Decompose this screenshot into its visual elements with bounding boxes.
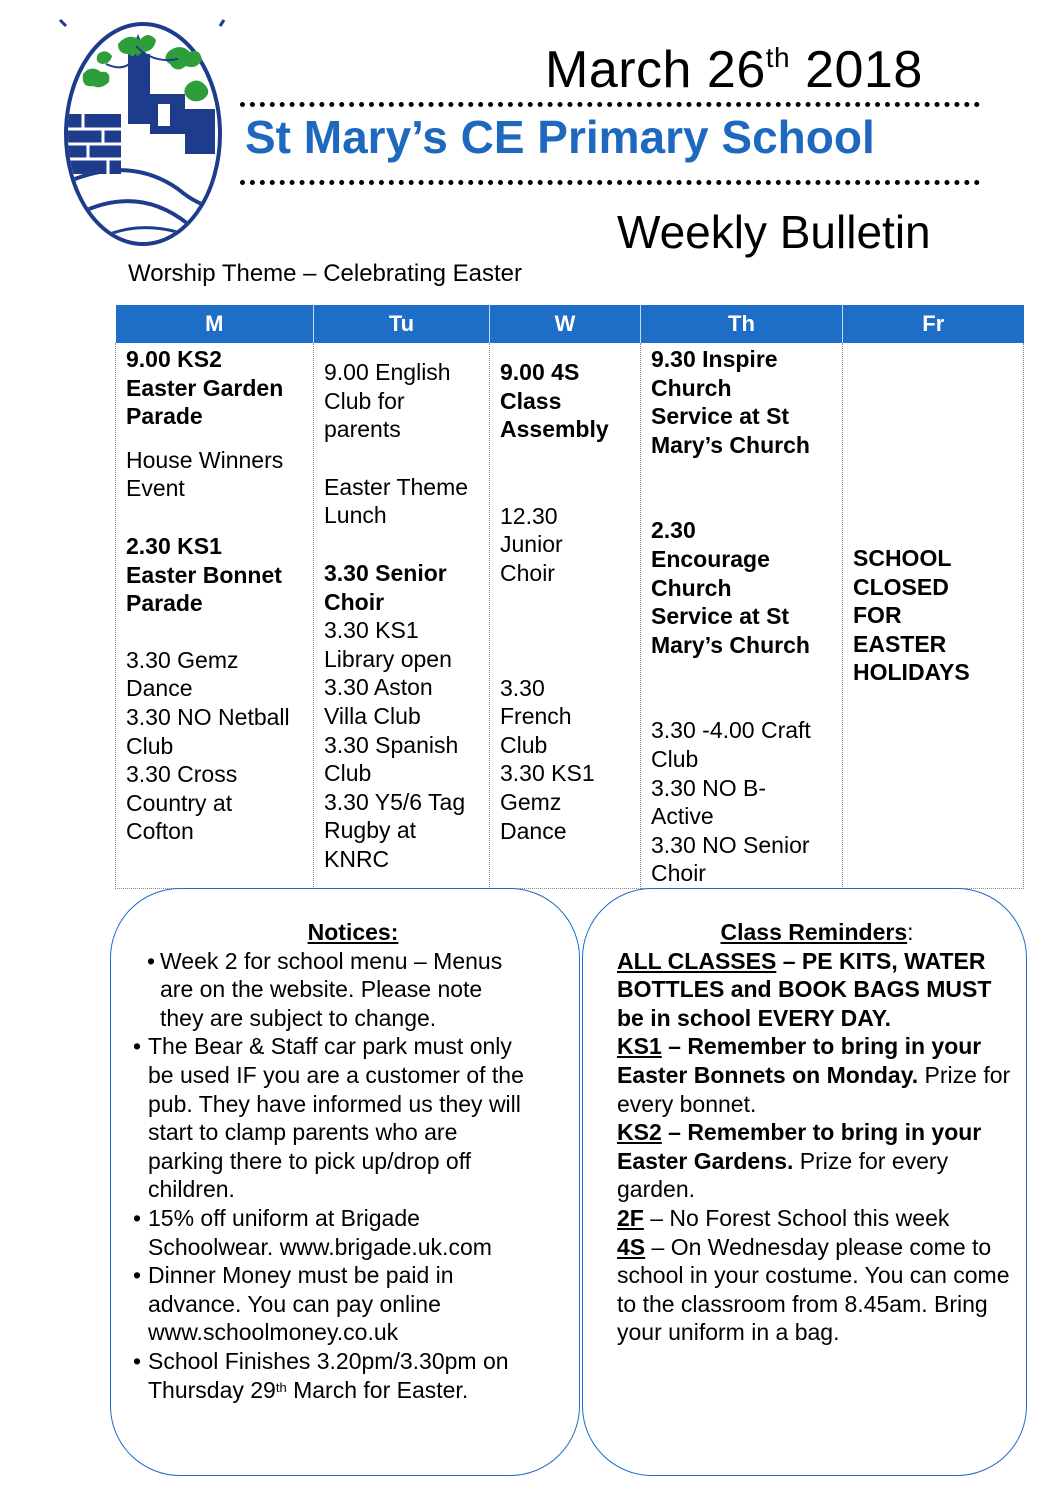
wednesday-events <box>490 343 641 888</box>
event: 3.30 Gemz Dance <box>126 646 239 702</box>
day-header-wednesday: W <box>490 305 641 343</box>
class-reminders-title: Class Reminders <box>720 919 908 945</box>
class-reminders-heading <box>617 918 1017 947</box>
notice-item: • The Bear & Staff car park must only be used IF you are a customer of the pub. They have informed us they will start to clamp parents who are parking there to pick up/drop off children. <box>133 1032 573 1204</box>
timetable-header-row <box>116 305 1024 343</box>
bulletin-title: Weekly Bulletin <box>617 206 931 258</box>
event: 12.30 Junior Choir <box>500 502 563 586</box>
event: 3.30 Senior Choir <box>324 559 447 615</box>
event: 3.30 KS1 Library open <box>324 617 452 672</box>
dotted-divider-bottom <box>240 180 980 185</box>
notices-content <box>133 918 573 1404</box>
bulletin-date <box>545 40 923 100</box>
event: 3.30 Y5/6 Tag Rugby at KNRC <box>324 788 466 872</box>
event: 2.30 KS1 Easter Bonnet Parade <box>126 532 282 617</box>
event: 9.00 KS2 Easter Garden Parade <box>126 346 284 430</box>
date-ordinal: th <box>765 42 791 73</box>
event: 9.30 Inspire Church Service at St Mary’s Church <box>651 346 810 458</box>
worship-theme: Worship Theme – Celebrating Easter <box>128 260 522 287</box>
event: 3.30 NO B- Active <box>651 774 767 830</box>
day-header-tuesday: Tu <box>314 305 490 343</box>
date-text: March 26 <box>545 41 766 99</box>
weekly-timetable <box>115 305 1024 889</box>
thursday-events <box>641 343 843 888</box>
event: 9.00 4S Class Assembly <box>500 359 609 443</box>
friday-events <box>843 343 1024 888</box>
event: 3.30 French Club <box>500 674 572 758</box>
notices-title: Notices: <box>307 919 399 945</box>
reminder-4s: 4S – On Wednesday please come to school in your costume. You can come to the classroom from 8.45am. Bring your uniform in a bag. <box>617 1233 1010 1346</box>
timetable-body-row <box>116 343 1024 888</box>
reminder-2f: 2F – No Forest School this week <box>617 1204 950 1231</box>
reminder-ks2: KS2 – Remember to bring in your Easter Gardens. Prize for every garden. <box>617 1119 982 1203</box>
class-reminders-content <box>617 918 1017 1347</box>
event: 3.30 NO Senior Choir <box>651 831 810 887</box>
dotted-divider-top <box>240 102 980 107</box>
reminder-all-classes: ALL CLASSES – PE KITS, WATER BOTTLES and BOOK BAGS MUST be in school EVERY DAY. <box>617 947 992 1031</box>
event: 3.30 Spanish Club <box>324 731 459 787</box>
event: 2.30 Encourage Church Service at St Mary’s Church <box>651 517 810 658</box>
event: 3.30 -4.00 Craft Club <box>651 717 811 772</box>
school-logo <box>58 14 228 246</box>
event: 3.30 KS1 Gemz Dance <box>500 760 595 844</box>
monday-events <box>116 343 314 888</box>
event: Easter Theme Lunch <box>324 473 469 529</box>
day-header-monday: M <box>116 305 314 343</box>
day-header-thursday: Th <box>641 305 843 343</box>
tuesday-events <box>314 343 490 888</box>
event: House Winners Event <box>126 446 284 502</box>
notice-item: • 15% off uniform at Brigade Schoolwear. www.brigade.uk.com <box>133 1204 573 1261</box>
event: 9.00 English Club for parents <box>324 359 451 443</box>
school-name: St Mary’s CE Primary School <box>245 111 875 163</box>
event: 3.30 NO Netball Club <box>126 703 290 759</box>
event: 3.30 Cross Country at Cofton <box>126 761 238 845</box>
day-header-friday: Fr <box>843 305 1024 343</box>
notice-item: • School Finishes 3.20pm/3.30pm on Thursday 29th March for Easter. <box>133 1347 573 1404</box>
event: 3.30 Aston Villa Club <box>324 674 433 729</box>
date-year: 2018 <box>805 41 923 99</box>
reminder-ks1: KS1 – Remember to bring in your Easter Bonnets on Monday. Prize for every bonnet. <box>617 1033 1011 1117</box>
event: SCHOOL CLOSED FOR EASTER HOLIDAYS <box>853 545 970 686</box>
title-colon: : <box>907 919 914 945</box>
notice-item: • Week 2 for school menu – Menus are on the website. Please note they are subject to change. <box>147 947 573 1033</box>
notice-item: • Dinner Money must be paid in advance. You can pay online www.schoolmoney.co.uk <box>133 1261 573 1347</box>
